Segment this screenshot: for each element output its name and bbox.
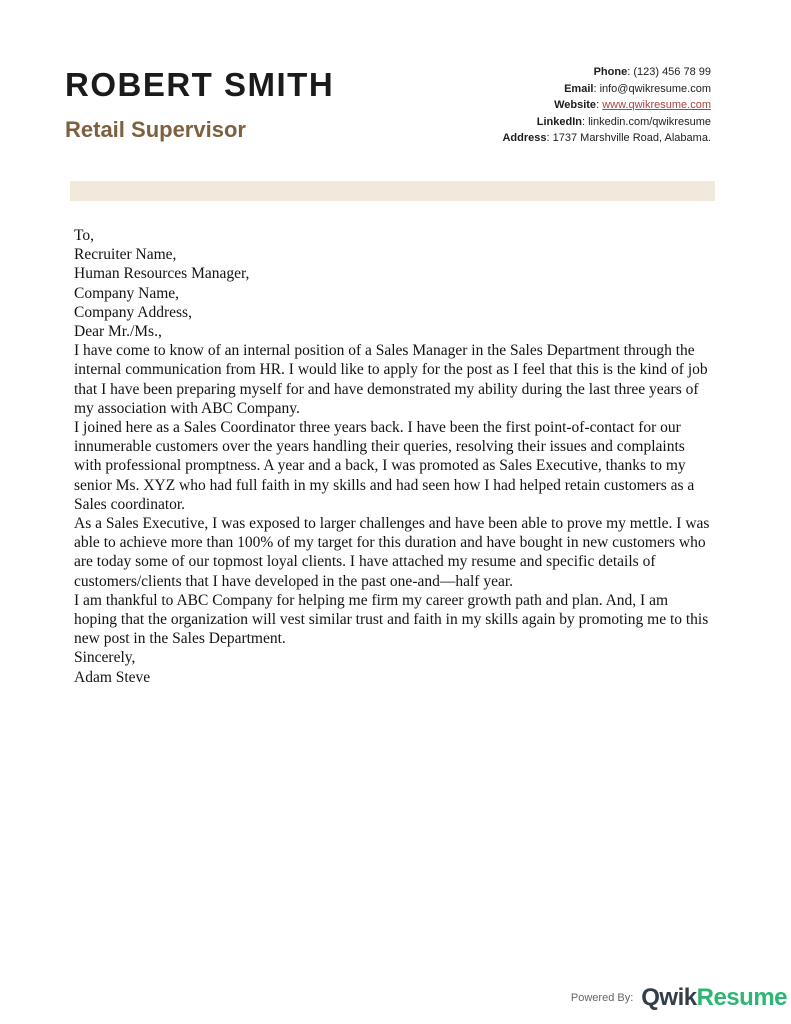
recipient-line: Company Name, bbox=[74, 284, 180, 302]
contact-linkedin-label: LinkedIn bbox=[536, 115, 582, 128]
contact-website bbox=[502, 97, 711, 114]
recipient-block bbox=[74, 226, 714, 322]
recipient-line: To, bbox=[74, 227, 95, 244]
contact-website-label: Website bbox=[554, 99, 597, 111]
recipient-line: Company Address, bbox=[74, 303, 192, 321]
contact-address-value: 1737 Marshville Road, Alabama. bbox=[552, 132, 711, 144]
contact-phone bbox=[502, 64, 711, 81]
salutation: Dear Mr./Ms., bbox=[74, 323, 162, 341]
recipient-line: Human Resources Manager, bbox=[74, 265, 250, 283]
letter-paragraph: As a Sales Executive, I was exposed to larger challenges and have been able to prove my mettle. I was able to achieve more than 100% of my target for this duration and have bought in new customers who are today some of our topmost loyal clients. I have attached my resume and specific details of customers/clients that I have developed in the past one-and—half year. bbox=[74, 515, 710, 590]
signature-name: Adam Steve bbox=[74, 668, 151, 686]
letter-paragraph: I joined here as a Sales Coordinator three years back. I have been the first point-of-contact for our innumerable customers over the years handling their queries, resolving their issues and complaints with professional promptness. A year and a back, I was promoted as Sales Executive, thanks to my senior Ms. XYZ who had full faith in my skills and had seen how I had helped retain customers as a Sales coordinator. bbox=[74, 419, 695, 513]
contact-email bbox=[502, 81, 711, 98]
contact-address bbox=[502, 130, 711, 147]
person-job-title: Retail Supervisor bbox=[65, 117, 246, 142]
contact-separator: : bbox=[546, 132, 553, 144]
contact-email-label: Email bbox=[564, 82, 594, 95]
contact-separator: : bbox=[596, 99, 603, 111]
logo-resume-text: Resume bbox=[696, 984, 787, 1011]
contact-phone-label: Phone bbox=[593, 66, 628, 78]
letter-paragraph: I have come to know of an internal position of a Sales Manager in the Sales Department through the internal communication from HR. I would like to apply for the post as I feel that this is the kind of job that I have been preparing myself for and have demonstrated my ability during the last three years of my association with ABC Company. bbox=[74, 342, 708, 417]
letter-body bbox=[74, 226, 714, 687]
qwikresume-logo[interactable] bbox=[641, 986, 787, 1010]
contact-info-block bbox=[502, 64, 711, 147]
logo-qwik-text: Qwik bbox=[641, 984, 697, 1011]
contact-email-value: info@qwikresume.com bbox=[599, 82, 711, 95]
powered-by-label: Powered By: bbox=[570, 992, 634, 1004]
website-link[interactable]: www.qwikresume.com bbox=[602, 99, 711, 111]
contact-linkedin-value: linkedin.com/qwikresume bbox=[588, 115, 711, 128]
contact-linkedin bbox=[502, 114, 711, 131]
closing-block bbox=[74, 648, 714, 686]
contact-separator: : bbox=[581, 115, 589, 128]
footer bbox=[571, 986, 787, 1010]
contact-address-label: Address bbox=[502, 132, 547, 144]
letter-paragraph: I am thankful to ABC Company for helping me firm my career growth path and plan. And, I am hoping that the organization will vest similar trust and faith in my skills again by promoting me to this new post in the Sales Department. bbox=[74, 591, 709, 648]
divider-bar bbox=[70, 181, 715, 201]
recipient-line: Recruiter Name, bbox=[74, 246, 177, 264]
contact-phone-value: (123) 456 78 99 bbox=[633, 66, 711, 78]
person-name: ROBERT SMITH bbox=[65, 66, 335, 103]
contact-separator: : bbox=[627, 66, 634, 78]
contact-separator: : bbox=[593, 82, 600, 95]
closing-line: Sincerely, bbox=[74, 649, 136, 667]
